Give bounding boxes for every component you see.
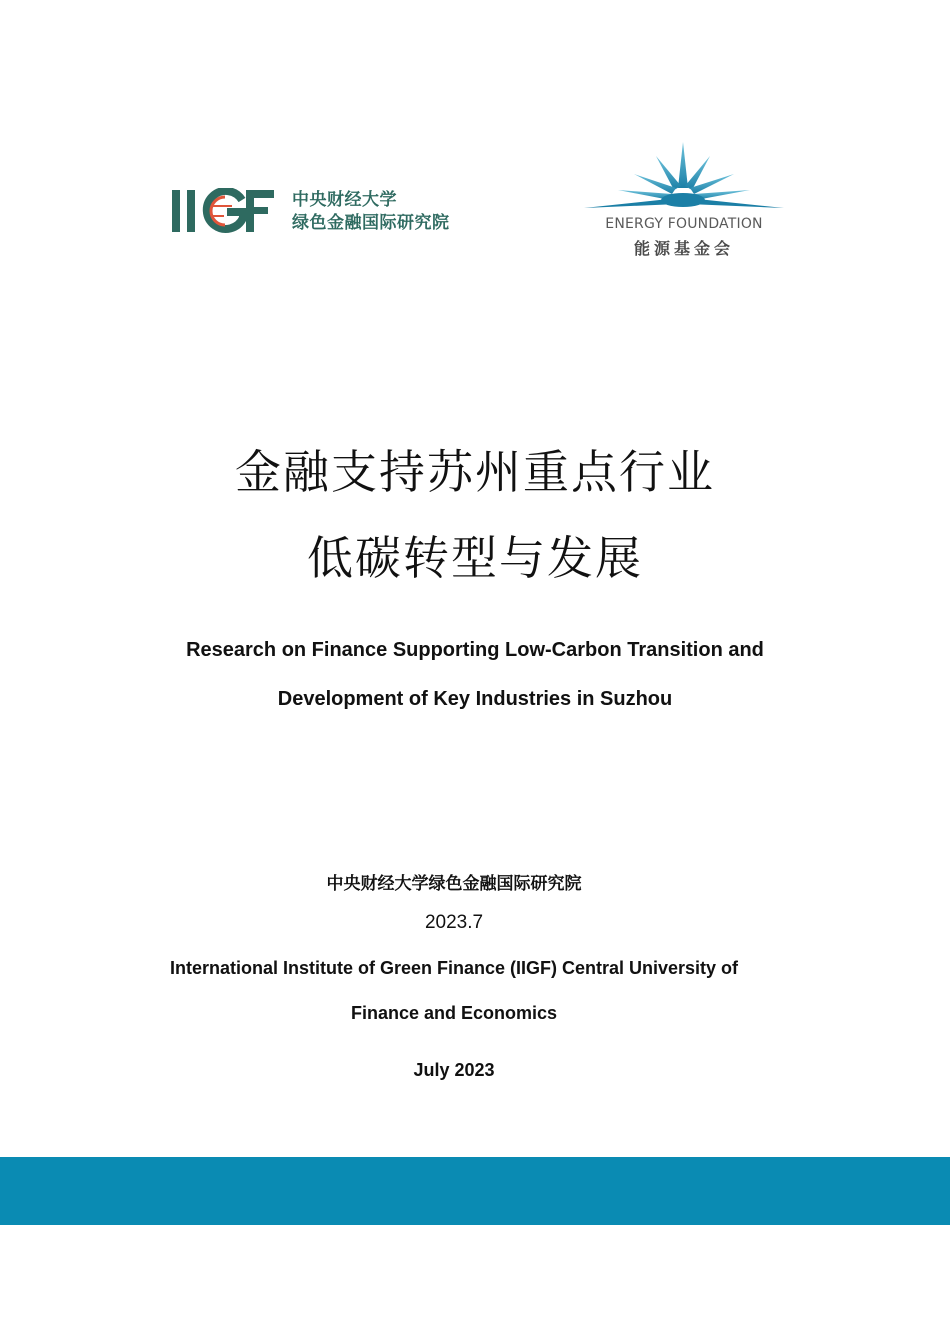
iigf-name-line2: 绿色金融国际研究院 [292, 213, 450, 233]
energy-foundation-name-en: ENERGY FOUNDATION [605, 216, 763, 232]
iigf-logo [172, 188, 472, 236]
energy-foundation-logo [582, 140, 786, 262]
institution-name-en-line2: Finance and Economics [350, 1003, 558, 1023]
iigf-letter-f [246, 190, 278, 232]
institution-name-en-line1: International Institute of Green Finance (IIGF) Central University of [169, 958, 739, 978]
starburst-icon [582, 140, 786, 214]
title-en-line1: Research on Finance Supporting Low-Carbon Transition and [186, 639, 764, 661]
iigf-name-line1: 中央财经大学 [292, 190, 397, 210]
date-numeric: 2023.7 [424, 912, 484, 933]
iigf-letter-g-globe-icon [202, 188, 248, 234]
title-en-line2: Development of Key Industries in Suzhou [277, 688, 673, 710]
iigf-letter-i-2 [187, 190, 195, 232]
date-en: July 2023 [413, 1060, 495, 1080]
bottom-color-band [0, 1157, 950, 1225]
energy-foundation-name-cn: 能源基金会 [633, 239, 734, 258]
institution-name-cn: 中央财经大学绿色金融国际研究院 [326, 874, 582, 894]
title-cn-line1: 金融支持苏州重点行业 [235, 445, 715, 499]
title-cn-line2: 低碳转型与发展 [307, 531, 643, 585]
iigf-letter-i-1 [172, 190, 180, 232]
